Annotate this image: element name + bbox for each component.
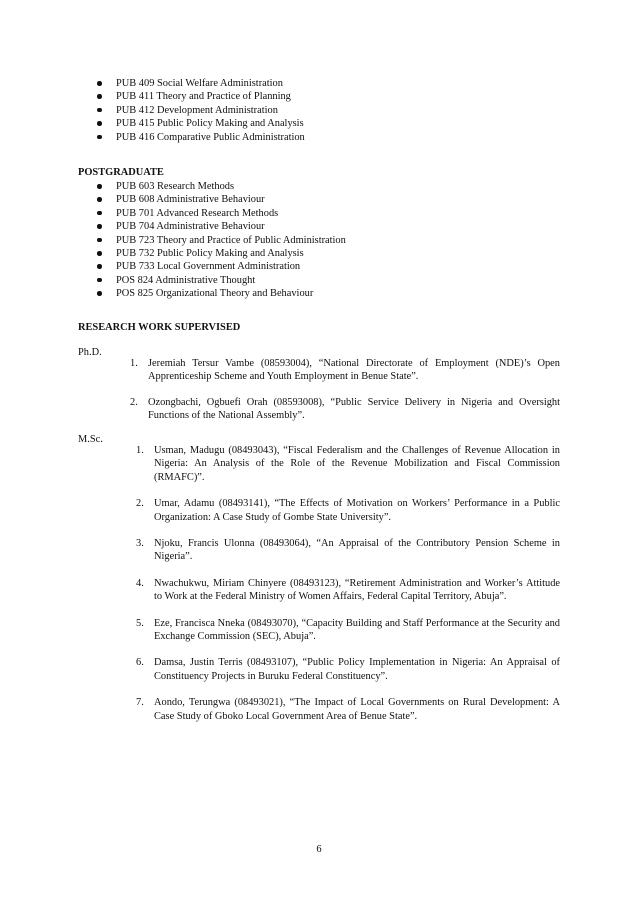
- bullet-icon: [97, 264, 102, 269]
- bullet-icon: [97, 278, 102, 283]
- phd-label: Ph.D.: [78, 347, 102, 358]
- list-item: [0, 260, 346, 273]
- course-text: PUB 704 Administrative Behaviour: [116, 221, 265, 233]
- course-text: PUB 732 Public Policy Making and Analysis: [116, 247, 304, 259]
- course-text: POS 824 Administrative Thought: [116, 274, 256, 286]
- list-item: [130, 396, 560, 423]
- course-text: PUB 411 Theory and Practice of Planning: [116, 91, 291, 103]
- list-item: [136, 497, 560, 524]
- entry-text: Aondo, Terungwa (08493021), “The Impact of Local Governments on Rural Development: A Case Study of Gboko Local Government Area of Benue State”.: [154, 697, 560, 722]
- bullet-icon: [97, 81, 102, 86]
- phd-list: [130, 357, 560, 423]
- list-item: [0, 207, 346, 220]
- msc-label: M.Sc.: [78, 434, 103, 445]
- bullet-icon: [97, 224, 102, 229]
- course-text: PUB 409 Social Welfare Administration: [116, 78, 283, 89]
- list-item: [0, 247, 346, 260]
- entry-number: 6.: [136, 657, 144, 669]
- entry-text: Nwachukwu, Miriam Chinyere (08493123), “Retirement Administration and Worker’s Attitude to Work at the Federal Ministry of Women Affairs, Federal Capital Territory, Abuja”.: [154, 577, 560, 603]
- course-text: PUB 733 Local Government Administration: [116, 261, 301, 273]
- page-number: 6: [316, 844, 322, 855]
- entry-number: 2.: [130, 396, 138, 408]
- entry-text: Damsa, Justin Terris (08493107), “Public Policy Implementation in Nigeria: An Appraisal of Constituency Projects in Buruku Federal Constituency”.: [154, 657, 560, 682]
- entry-number: 7.: [136, 697, 144, 709]
- list-item: [0, 220, 346, 233]
- course-text: POS 825 Organizational Theory and Behaviour: [116, 288, 314, 300]
- course-text: PUB 701 Advanced Research Methods: [116, 207, 279, 219]
- entry-number: 2.: [136, 498, 144, 510]
- list-item: [0, 274, 346, 287]
- list-item: [0, 193, 346, 206]
- list-item: [0, 234, 346, 247]
- bullet-icon: [97, 135, 102, 140]
- list-item: [0, 77, 305, 90]
- course-text: PUB 723 Theory and Practice of Public Administration: [116, 234, 346, 246]
- list-item: [0, 90, 305, 103]
- course-text: PUB 603 Research Methods: [116, 181, 235, 192]
- entry-text: Jeremiah Tersur Vambe (08593004), “National Directorate of Employment (NDE)’s Open Apprenticeship Scheme and Youth Employment in Benue State”.: [148, 358, 560, 383]
- postgraduate-course-list: [0, 180, 346, 301]
- entry-number: 1.: [136, 445, 144, 456]
- entry-text: Ozongbachi, Ogbuefi Orah (08593008), “Public Service Delivery in Nigeria and Oversight Functions of the National Assembly”.: [148, 396, 560, 422]
- entry-text: Eze, Francisca Nneka (08493070), “Capacity Building and Staff Performance at the Security and Exchange Commission (SEC), Abuja”.: [154, 617, 560, 643]
- entry-number: 1.: [130, 358, 138, 369]
- bullet-icon: [97, 238, 102, 243]
- undergrad-course-list: [0, 77, 305, 144]
- list-item: [136, 577, 560, 604]
- bullet-icon: [97, 121, 102, 126]
- research-heading: RESEARCH WORK SUPERVISED: [78, 322, 241, 333]
- list-item: [0, 287, 346, 300]
- entry-text: Umar, Adamu (08493141), “The Effects of Motivation on Workers’ Performance in a Public Organization: A Case Study of Gombe State University”.: [154, 498, 560, 523]
- list-item: [0, 180, 346, 193]
- bullet-icon: [97, 94, 102, 99]
- list-item: [0, 104, 305, 117]
- entry-number: 5.: [136, 617, 144, 629]
- entry-number: 4.: [136, 577, 144, 589]
- list-item: [136, 444, 560, 484]
- msc-list: [136, 444, 560, 723]
- course-text: PUB 416 Comparative Public Administration: [116, 131, 305, 143]
- bullet-icon: [97, 211, 102, 216]
- list-item: [0, 131, 305, 144]
- list-item: [130, 357, 560, 384]
- bullet-icon: [97, 197, 102, 202]
- entry-text: Usman, Madugu (08493043), “Fiscal Federalism and the Challenges of Revenue Allocation in Nigeria: An Analysis of the Role of the Revenue Mobilization and Fiscal Commission (RMAFC)”.: [154, 445, 560, 483]
- bullet-icon: [97, 251, 102, 256]
- bullet-icon: [97, 108, 102, 113]
- list-item: [0, 117, 305, 130]
- bullet-icon: [97, 184, 102, 189]
- postgraduate-heading: POSTGRADUATE: [78, 167, 164, 178]
- course-text: PUB 608 Administrative Behaviour: [116, 194, 265, 206]
- list-item: [136, 617, 560, 644]
- course-text: PUB 415 Public Policy Making and Analysis: [116, 118, 304, 130]
- entry-number: 3.: [136, 538, 144, 550]
- list-item: [136, 656, 560, 683]
- entry-text: Njoku, Francis Ulonna (08493064), “An Appraisal of the Contributory Pension Scheme in Nigeria”.: [154, 538, 560, 563]
- list-item: [136, 537, 560, 564]
- course-text: PUB 412 Development Administration: [116, 104, 278, 116]
- list-item: [136, 696, 560, 723]
- bullet-icon: [97, 291, 102, 296]
